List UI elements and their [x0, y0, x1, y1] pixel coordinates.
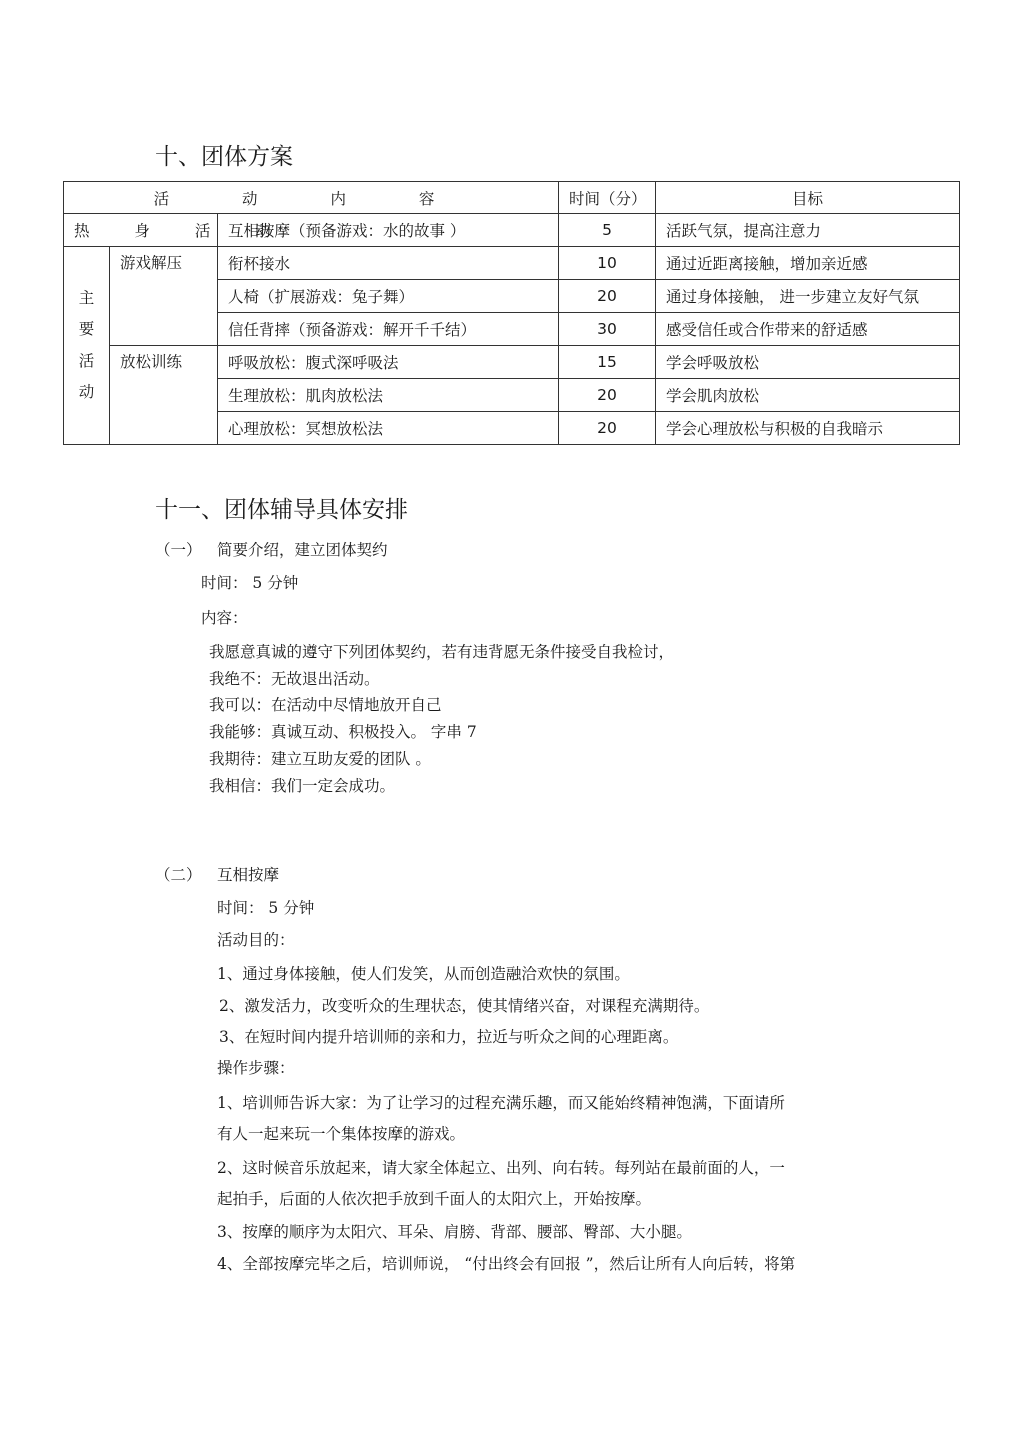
- purpose-item: 2、激发活力，改变听众的生理状态，使其情绪兴奋，对课程充满期待。: [219, 997, 710, 1015]
- row-content: 心理放松：冥想放松法: [218, 412, 559, 445]
- row-goal: 感受信任或合作带来的舒适感: [656, 313, 960, 346]
- warmup-category: 热 身 活 动: [64, 214, 218, 247]
- row-goal: 学会肌肉放松: [656, 379, 960, 412]
- contract-line: 我期待：建立互助友爱的团队 。: [209, 750, 431, 768]
- row-goal: 学会心理放松与积极的自我暗示: [656, 412, 960, 445]
- part1-heading: 简要介绍，建立团体契约: [217, 541, 388, 559]
- row-time: 20: [559, 412, 656, 445]
- table-row: [64, 247, 960, 280]
- header-time: 时间（分）: [559, 182, 656, 214]
- table-header-row: [64, 182, 960, 214]
- row-content: 人椅（扩展游戏：兔子舞）: [218, 280, 559, 313]
- main-label-char: 动: [78, 383, 95, 401]
- row-time: 20: [559, 280, 656, 313]
- warmup-goal: 活跃气氛，提高注意力: [656, 214, 960, 247]
- row-goal: 通过近距离接触，增加亲近感: [656, 247, 960, 280]
- header-goal: 目标: [656, 182, 960, 214]
- part2-heading: 互相按摩: [217, 866, 280, 884]
- part2-steps-label: 操作步骤：: [217, 1059, 295, 1077]
- row-time: 30: [559, 313, 656, 346]
- row-goal: 通过身体接触， 进一步建立友好气氛: [656, 280, 960, 313]
- contract-line: 我愿意真诚的遵守下列团体契约，若有违背愿无条件接受自我检讨，: [209, 643, 675, 661]
- part2-purpose-label: 活动目的：: [217, 931, 295, 949]
- row-content: 呼吸放松：腹式深呼吸法: [218, 346, 559, 379]
- purpose-item: 3、在短时间内提升培训师的亲和力，拉近与听众之间的心理距离。: [219, 1028, 679, 1046]
- step-line: 3、按摩的顺序为太阳穴、耳朵、肩膀、背部、腰部、臀部、大小腿。: [217, 1223, 692, 1241]
- step-line: 2、这时候音乐放起来，请大家全体起立、出列、向右转。每列站在最前面的人，一: [217, 1159, 785, 1177]
- part2-time: 时间： 5 分钟: [217, 899, 315, 917]
- step-line: 有人一起来玩一个集体按摩的游戏。: [217, 1125, 466, 1143]
- contract-line: 我相信：我们一定会成功。: [209, 777, 396, 795]
- table-row: [64, 346, 960, 379]
- row-time: 10: [559, 247, 656, 280]
- part2-marker: （二）: [155, 866, 202, 884]
- group-relax-name: 放松训练: [110, 346, 218, 445]
- part1-marker: （一）: [155, 541, 202, 559]
- row-time: 15: [559, 346, 656, 379]
- purpose-item: 1、通过身体接触，使人们发笑，从而创造融洽欢快的氛围。: [217, 965, 630, 983]
- warmup-content: 互相按摩（预备游戏：水的故事 ）: [218, 214, 559, 247]
- header-content: 活 动 内 容: [64, 182, 559, 214]
- main-label-char: 主: [78, 288, 95, 307]
- step-line: 起拍手，后面的人依次把手放到千面人的太阳穴上，开始按摩。: [217, 1190, 652, 1208]
- plan-table: [63, 181, 960, 445]
- contract-line: 我能够：真诚互动、积极投入。 字串 7: [209, 723, 477, 741]
- row-content: 生理放松：肌肉放松法: [218, 379, 559, 412]
- contract-line: 我绝不：无故退出活动。: [209, 670, 380, 688]
- main-label-char: 要: [78, 320, 95, 338]
- row-content: 衔杯接水: [218, 247, 559, 280]
- contract-line: 我可以：在活动中尽情地放开自己: [209, 696, 442, 714]
- main-activity-label: [64, 247, 110, 445]
- row-goal: 学会呼吸放松: [656, 346, 960, 379]
- section-10-title: 十、团体方案: [155, 144, 293, 170]
- row-time: 20: [559, 379, 656, 412]
- part1-content-label: 内容：: [201, 609, 248, 627]
- table-row-warmup: [64, 214, 960, 247]
- row-content: 信任背摔（预备游戏：解开千千结）: [218, 313, 559, 346]
- step-line: 4、全部按摩完毕之后，培训师说， “付出终会有回报 ”，然后让所有人向后转，将第: [217, 1255, 796, 1273]
- section-11-title: 十一、团体辅导具体安排: [155, 497, 408, 523]
- main-label-char: 活: [78, 351, 95, 370]
- group-game-name: 游戏解压: [110, 247, 218, 346]
- step-line: 1、培训师告诉大家：为了让学习的过程充满乐趣，而又能始终精神饱满，下面请所: [217, 1094, 785, 1112]
- warmup-time: 5: [559, 214, 656, 247]
- part1-time: 时间： 5 分钟: [201, 574, 299, 592]
